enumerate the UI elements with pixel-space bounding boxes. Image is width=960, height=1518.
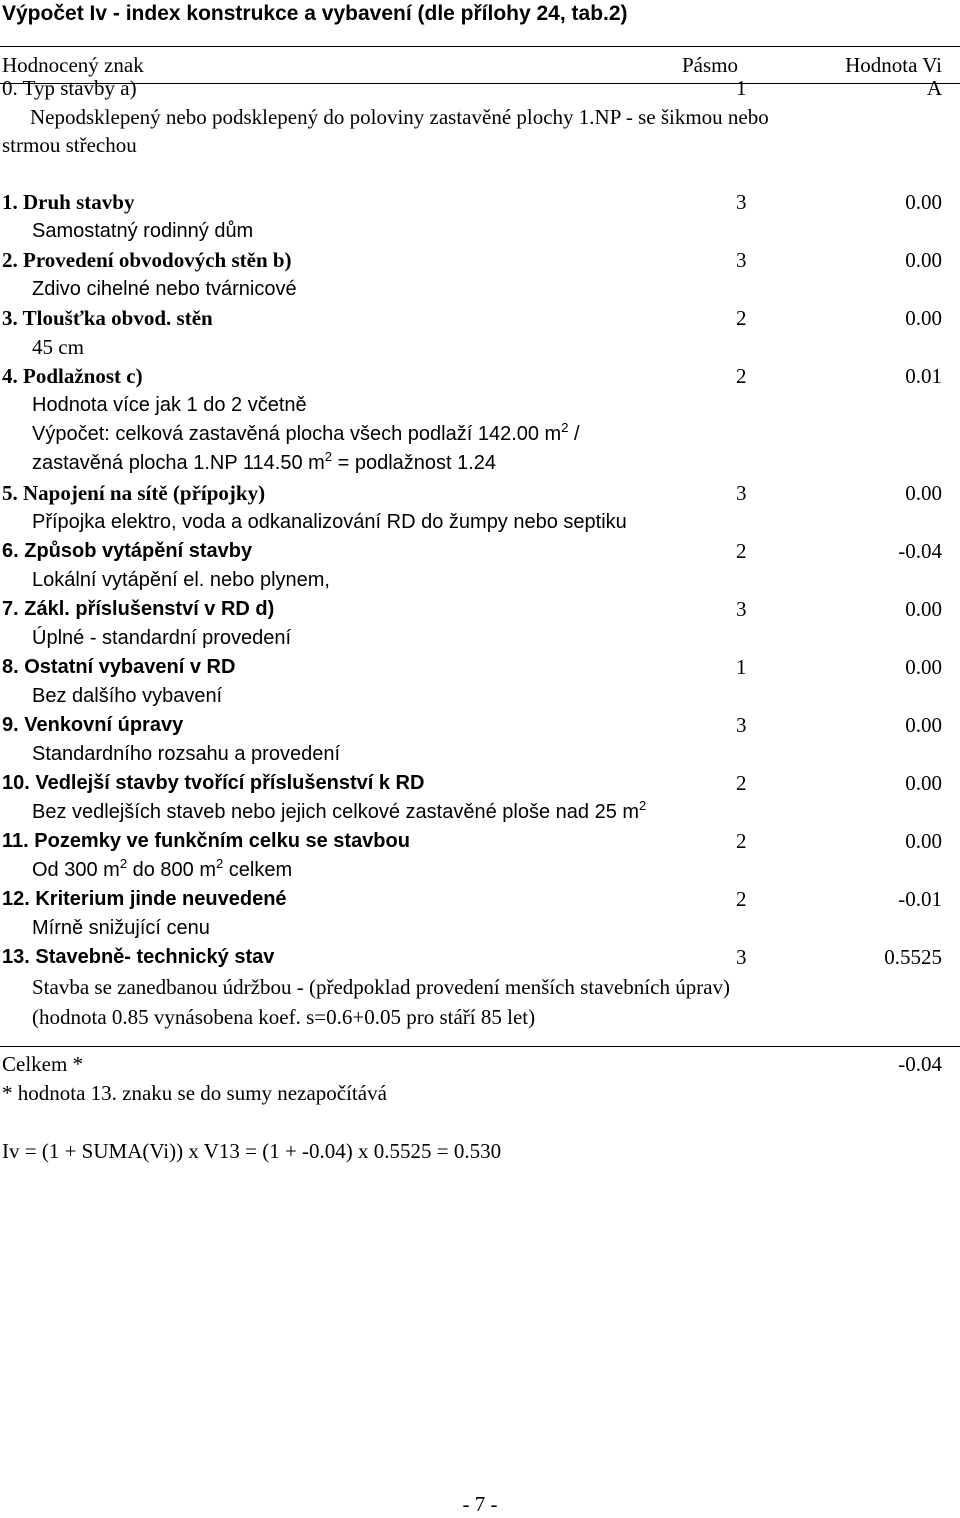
row-description: Stavba se zanedbanou údržbou - (předpoklad provedení menších stavebních úprav) [32,975,731,999]
row-hodnota: 0.00 [905,248,942,272]
row-label: 4. Podlažnost c) [2,364,143,388]
row-hodnota: 0.00 [905,829,942,853]
row-label: 8. Ostatní vybavení v RD [2,656,236,678]
row-description: Lokální vytápění el. nebo plynem, [32,569,330,591]
row-description: Mírně snižující cenu [32,917,210,939]
row-hodnota: 0.00 [905,713,942,737]
total-label: Celkem * [2,1052,84,1076]
row-hodnota: 0.5525 [884,945,942,969]
column-header-hodnota: Hodnota Vi [845,53,942,77]
row-hodnota: -0.04 [898,539,942,563]
row-description: (hodnota 0.85 vynásobena koef. s=0.6+0.05 pro stáří 85 let) [32,1005,536,1029]
column-header-pasmo: Pásmo [682,53,739,77]
row-label: 7. Zákl. příslušenství v RD d) [2,598,275,620]
row-description: zastavěná plocha 1.NP 114.50 $m^2$ = podlažnost 1.24 [32,449,497,474]
row-hodnota: 0.00 [905,190,942,214]
row-label: 9. Venkovní úpravy [2,714,184,736]
row-hodnota: 0.00 [905,597,942,621]
formula: Iv = (1 + SUMA(Vi)) x V13 = (1 + -0.04) x 0.5525 = 0.530 [2,1139,502,1163]
row-hodnota: 0.00 [905,655,942,679]
total-note: * hodnota 13. znaku se do sumy nezapočítává [2,1081,387,1105]
row-description: Úplné - standardní provedení [32,627,292,649]
page-number: - 7 - [462,1492,498,1516]
row-label: 10. Vedlejší stavby tvořící příslušenství k RD [2,772,425,794]
row-label: 5. Napojení na sítě (přípojky) [2,481,266,505]
row-label: 11. Pozemky ve funkčním celku se stavbou [2,830,410,852]
row-hodnota: 0.00 [905,481,942,505]
row-label: 13. Stavebně- technický stav [2,946,275,968]
row-description: Standardního rozsahu a provedení [32,743,340,765]
row-hodnota: 0.00 [905,771,942,795]
row-label: 3. Tloušťka obvod. stěn [2,306,213,330]
row-pasmo: 3 [736,945,747,969]
row-label: 2. Provedení obvodových stěn b) [2,248,292,272]
row-pasmo: 2 [736,887,747,911]
column-header-znak: Hodnocený znak [2,53,144,77]
row-pasmo: 3 [736,190,747,214]
row-description: strmou střechou [2,133,137,157]
row-description: Nepodsklepený nebo podsklepený do poloviny zastavěné plochy 1.NP - se šikmou nebo [30,105,769,129]
row-description: Výpočet: celková zastavěná plocha všech podlaží 142.00 $m^2$ / [32,420,580,445]
row-pasmo: 3 [736,713,747,737]
divider-top [0,46,960,47]
row-hodnota: 0.00 [905,306,942,330]
row-label: 6. Způsob vytápění stavby [2,540,253,562]
row-description: Od 300 $m^2$ do 800 $m^2$ celkem [32,856,293,881]
row-pasmo: 2 [736,771,747,795]
row-label: 0. Typ stavby a) [2,76,137,100]
divider-header [0,83,960,84]
total-value: -0.04 [898,1052,942,1076]
row-pasmo: 2 [736,306,747,330]
row-label: 1. Druh stavby [2,190,135,214]
row-description: Samostatný rodinný dům [32,220,254,242]
row-description: 45 cm [32,335,84,359]
row-description: Bez dalšího vybavení [32,685,223,707]
row-pasmo: 2 [736,829,747,853]
row-pasmo: 2 [736,539,747,563]
row-description: Hodnota více jak 1 do 2 včetně [32,394,307,416]
row-hodnota: -0.01 [898,887,942,911]
divider-total [0,1046,960,1047]
row-pasmo: 3 [736,248,747,272]
page-title: Výpočet Iv - index konstrukce a vybavení (dle přílohy 24, tab.2) [2,2,628,25]
row-pasmo: 1 [736,76,747,100]
row-pasmo: 3 [736,597,747,621]
row-pasmo: 1 [736,655,747,679]
row-pasmo: 2 [736,364,747,388]
row-hodnota: 0.01 [905,364,942,388]
row-description: Zdivo cihelné nebo tvárnicové [32,278,297,300]
row-description: Přípojka elektro, voda a odkanalizování RD do žumpy nebo septiku [32,511,627,533]
row-description: Bez vedlejších staveb nebo jejich celkové zastavěné ploše nad 25 $m^2$ [32,798,647,823]
row-hodnota: A [926,76,942,100]
row-label: 12. Kriterium jinde neuvedené [2,888,287,910]
row-pasmo: 3 [736,481,747,505]
